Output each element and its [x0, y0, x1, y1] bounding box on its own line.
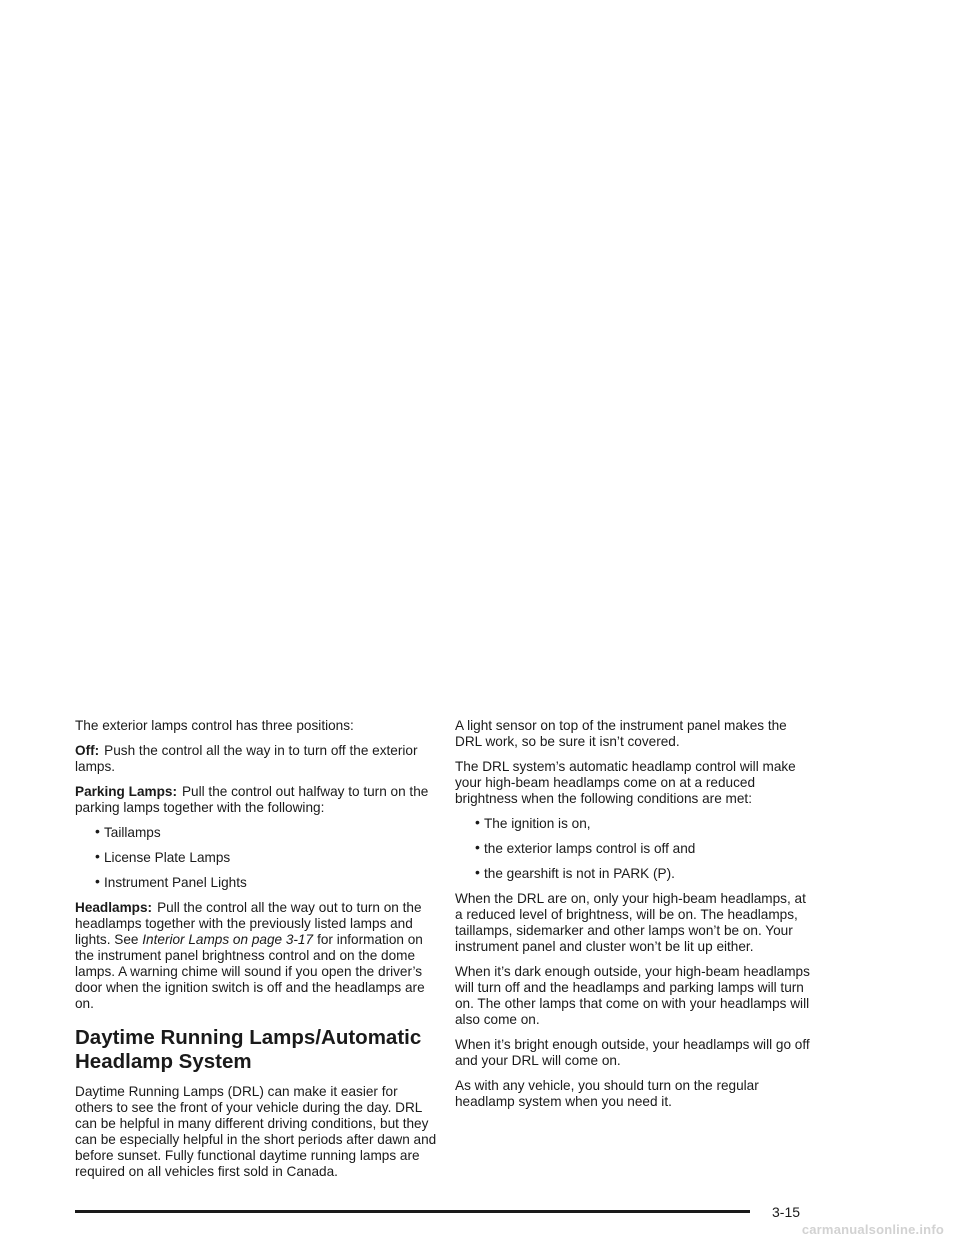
off-paragraph: [75, 743, 437, 775]
list-item: • The ignition is on,: [475, 814, 591, 831]
dark-outside-paragraph: When it’s dark enough outside, your high-beam headlamps will turn off and the headlamps and parking lamps will turn on. The other lamps that come on with your headlamps will also come on.: [455, 964, 810, 1027]
headlamps-label: Headlamps:: [75, 900, 153, 915]
left-column: [75, 718, 437, 1189]
bright-outside-paragraph: When it’s bright enough outside, your headlamps will go off and your DRL will come on.: [455, 1037, 810, 1068]
page-number: 3-15: [772, 1204, 801, 1220]
list-item: • License Plate Lamps: [95, 848, 231, 865]
right-column: [455, 718, 817, 1119]
watermark: carmanualsonline.info: [801, 1222, 944, 1237]
bullet-icon: •: [95, 848, 100, 864]
intro-paragraph: The exterior lamps control has three positions:: [75, 718, 354, 733]
bullet-icon: •: [475, 814, 480, 830]
bullet-icon: •: [95, 873, 100, 889]
parking-text: Pull the control out halfway to turn on the parking lamps together with the following:: [75, 784, 429, 815]
headlamps-text-cont: for information on the instrument panel brightness control and on the dome lamps. A warning chime will sound if you open the driver’s door when the ignition switch is off and the headlamps are on.: [75, 932, 425, 1011]
headlamps-text: Pull the control all the way out to turn on the headlamps together with the previously listed lamps and lights. See: [75, 900, 422, 947]
bullet-icon: •: [95, 823, 100, 839]
parking-label: Parking Lamps:: [75, 784, 177, 799]
off-label: Off:: [75, 743, 100, 758]
list-item: • Instrument Panel Lights: [95, 873, 247, 890]
footer-rule: [75, 1210, 750, 1213]
list-item: • Taillamps: [95, 823, 161, 840]
drl-paragraph: Daytime Running Lamps (DRL) can make it easier for others to see the front of your vehicle during the day. DRL can be helpful in many different driving conditions, but they can be especially helpful in the short periods after dawn and before sunset. Fully functional daytime running lamps are required on all vehicles first sold in Canada.: [75, 1084, 437, 1179]
bullet-icon: •: [475, 839, 480, 855]
parking-paragraph: [75, 784, 437, 816]
regular-headlamp-paragraph: As with any vehicle, you should turn on the regular headlamp system when you need it.: [455, 1078, 759, 1109]
list-item: • the exterior lamps control is off and: [475, 839, 696, 856]
bullet-icon: •: [475, 864, 480, 880]
automatic-control-paragraph: The DRL system’s automatic headlamp control will make your high-beam headlamps come on at a reduced brightness when the following conditions are met:: [455, 759, 796, 806]
conditions-list: [455, 816, 817, 882]
list-item: • the gearshift is not in PARK (P).: [475, 864, 675, 881]
section-heading: Daytime Running Lamps/Automatic Headlamp System: [75, 1026, 422, 1073]
parking-list: [75, 825, 437, 891]
headlamps-paragraph: [75, 900, 437, 1012]
cross-reference-link[interactable]: Interior Lamps on page 3-17: [142, 932, 314, 947]
drl-on-paragraph: When the DRL are on, only your high-beam headlamps, at a reduced level of brightness, will be on. The headlamps, taillamps, sidemarker and other lamps won’t be on. Your instrument panel and cluster won’t be lit up either.: [455, 891, 806, 954]
sensor-paragraph: A light sensor on top of the instrument panel makes the DRL work, so be sure it isn’t covered.: [455, 718, 787, 749]
off-text: Push the control all the way in to turn off the exterior lamps.: [75, 743, 418, 774]
